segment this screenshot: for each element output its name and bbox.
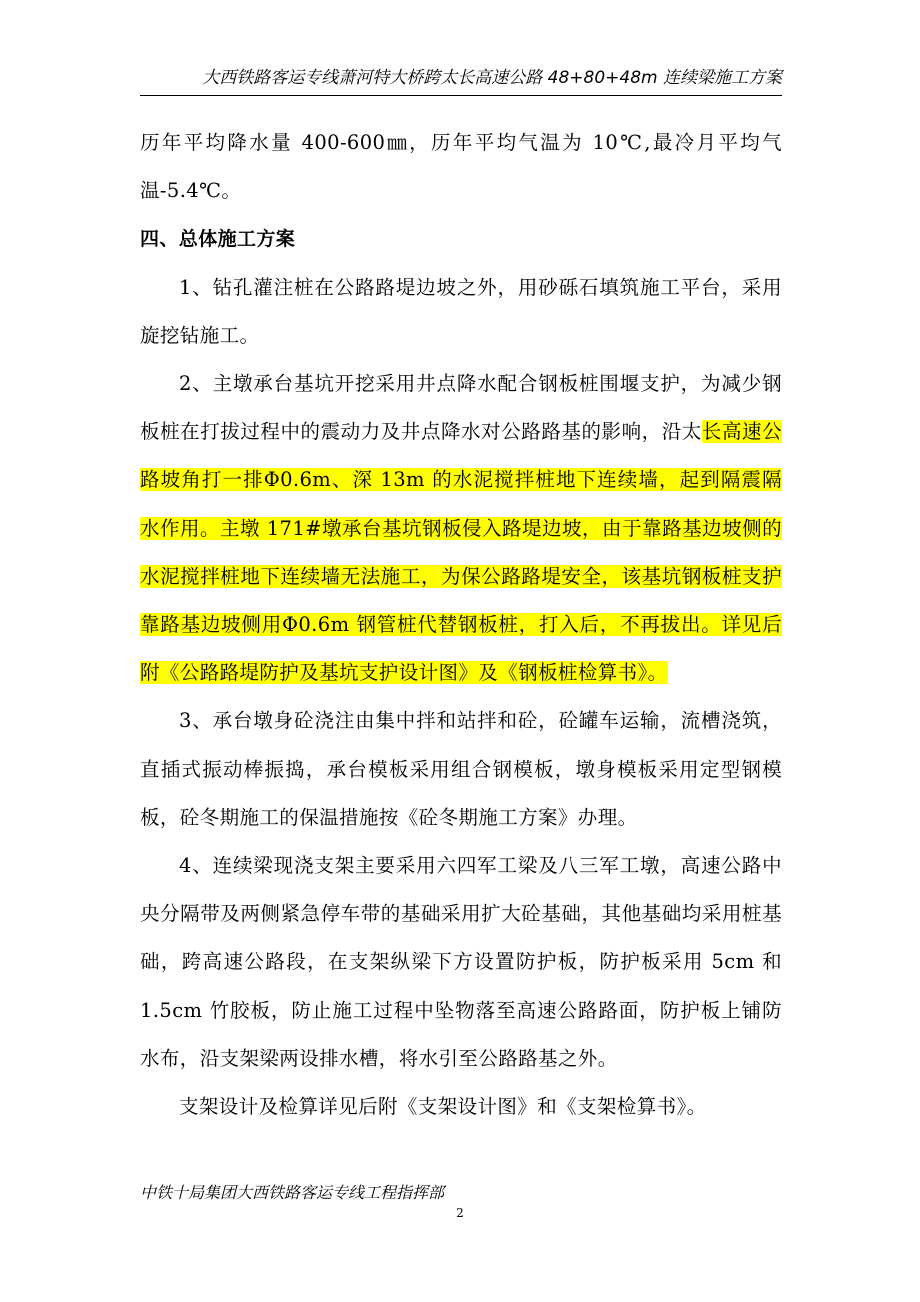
paragraph-item-4: 4、连续梁现浇支架主要采用六四军工梁及八三军工墩，高速公路中央分隔带及两侧紧急停车带的基础采用扩大砼基础，其他基础均采用桩基础，跨高速公路段，在支架纵梁下方设置防护板，防护板采用 5cm 和 1.5cm 竹胶板，防止施工过程中坠物落至高速公路路面，防护板上铺防水布，沿支架梁两设排水槽，将水引至公路路基之外。 — [140, 854, 782, 1070]
page-number: 2 — [456, 1206, 464, 1220]
page-header-title: 大西铁路客运专线萧河特大桥跨太长高速公路 48+80+48m 连续梁施工方案 — [202, 68, 782, 88]
item-2-highlighted-text: 长高速公路坡角打一排Φ0.6m、深 13m 的水泥搅拌桩地下连续墙，起到隔震隔水作用。主墩 171#墩承台基坑钢板侵入路堤边坡，由于靠路基边坡侧的水泥搅拌桩地下连续墙无法施工，为保公路路堤安全，该基坑钢板桩支护靠路基边坡侧用Φ0.6m 钢管桩代替钢板桩，打入后，不再拔出。详见后附《公路路堤防护及基坑支护设计图》及《钢板桩检算书》。 — [140, 420, 782, 685]
intro-paragraph: 历年平均降水量 400-600㎜，历年平均气温为 10℃,最冷月平均气温-5.4℃。 — [140, 131, 782, 203]
item-2-plain-text: 2、主墩承台基坑开挖采用井点降水配合钢板桩围堰支护，为减少钢板桩在打拔过程中的震动力及井点降水对公路路基的影响，沿太 — [140, 372, 782, 444]
section-heading: 四、总体施工方案 — [140, 228, 296, 251]
document-body — [140, 119, 782, 1131]
header-rule — [140, 95, 782, 96]
paragraph-item-2 — [140, 360, 782, 697]
paragraph-item-1: 1、钻孔灌注桩在公路路堤边坡之外，用砂砾石填筑施工平台，采用旋挖钻施工。 — [140, 275, 782, 347]
footer-organization: 中铁十局集团大西铁路客运专线工程指挥部 — [140, 1183, 445, 1202]
paragraph-item-3: 3、承台墩身砼浇注由集中拌和站拌和砼，砼罐车运输，流槽浇筑，直插式振动棒振捣，承台模板采用组合钢模板，墩身模板采用定型钢模板，砼冬期施工的保温措施按《砼冬期施工方案》办理。 — [140, 709, 782, 829]
support-note-paragraph: 支架设计及检算详见后附《支架设计图》和《支架检算书》。 — [179, 1095, 707, 1119]
